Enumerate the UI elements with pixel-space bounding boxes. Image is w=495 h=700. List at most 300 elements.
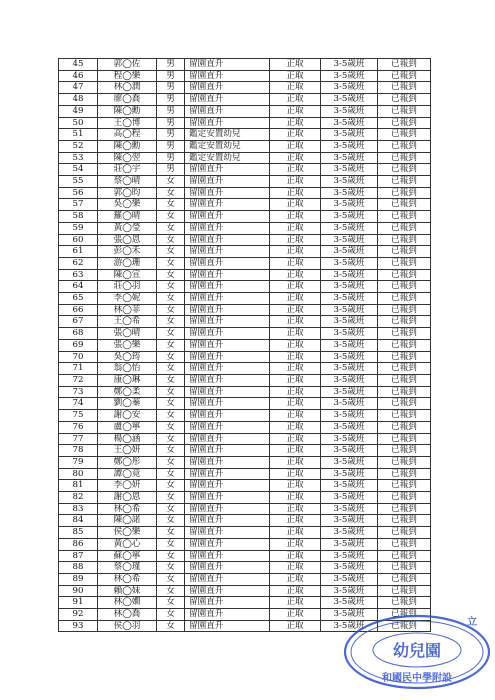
student-name-cell: 林◯希 bbox=[98, 503, 157, 515]
table-row bbox=[59, 152, 431, 164]
student-sex-cell: 女 bbox=[157, 445, 185, 457]
admission-type-cell: 留園直升 bbox=[185, 562, 270, 574]
report-status-cell: 已報到 bbox=[378, 527, 431, 539]
table-row bbox=[59, 550, 431, 562]
admission-type-cell: 留園直升 bbox=[185, 59, 270, 71]
admission-type-cell: 留園直升 bbox=[185, 433, 270, 445]
table-row bbox=[59, 211, 431, 223]
admission-type-cell: 鑑定安置幼兒 bbox=[185, 129, 270, 141]
student-name-cell: 程◯樂 bbox=[98, 70, 157, 82]
report-status-cell: 已報到 bbox=[378, 433, 431, 445]
student-name-cell: 彭◯禾 bbox=[98, 246, 157, 258]
row-number-cell: 74 bbox=[59, 398, 98, 410]
report-status-cell: 已報到 bbox=[378, 211, 431, 223]
admission-type-cell: 留園直升 bbox=[185, 620, 270, 632]
admission-result-cell: 正取 bbox=[270, 515, 321, 527]
row-number-cell: 61 bbox=[59, 246, 98, 258]
report-status-cell: 已報到 bbox=[378, 339, 431, 351]
student-name-cell: 李◯妮 bbox=[98, 293, 157, 305]
class-name-cell: 3-5歲班 bbox=[321, 269, 378, 281]
row-number-cell: 69 bbox=[59, 339, 98, 351]
admission-result-cell: 正取 bbox=[270, 59, 321, 71]
student-name-cell: 陳◯勳 bbox=[98, 140, 157, 152]
class-name-cell: 3-5歲班 bbox=[321, 105, 378, 117]
student-sex-cell: 女 bbox=[157, 374, 185, 386]
table-row bbox=[59, 82, 431, 94]
student-name-cell: 莊◯羽 bbox=[98, 281, 157, 293]
student-sex-cell: 女 bbox=[157, 234, 185, 246]
student-sex-cell: 女 bbox=[157, 328, 185, 340]
table-row bbox=[59, 410, 431, 422]
student-name-cell: 莊◯宇 bbox=[98, 164, 157, 176]
report-status-cell: 已報到 bbox=[378, 597, 431, 609]
class-name-cell: 3-5歲班 bbox=[321, 94, 378, 106]
admission-type-cell: 留園直升 bbox=[185, 246, 270, 258]
student-sex-cell: 女 bbox=[157, 410, 185, 422]
student-sex-cell: 女 bbox=[157, 293, 185, 305]
class-name-cell: 3-5歲班 bbox=[321, 257, 378, 269]
class-name-cell: 3-5歲班 bbox=[321, 281, 378, 293]
student-name-cell: 蔡◯晴 bbox=[98, 176, 157, 188]
row-number-cell: 78 bbox=[59, 445, 98, 457]
admission-type-cell: 留園直升 bbox=[185, 164, 270, 176]
table-row bbox=[59, 257, 431, 269]
stamp-ring-text: 和國民中學附設 bbox=[382, 673, 452, 684]
class-name-cell: 3-5歲班 bbox=[321, 293, 378, 305]
student-name-cell: 鄭◯彤 bbox=[98, 456, 157, 468]
student-sex-cell: 女 bbox=[157, 398, 185, 410]
student-sex-cell: 女 bbox=[157, 527, 185, 539]
admission-result-cell: 正取 bbox=[270, 597, 321, 609]
row-number-cell: 57 bbox=[59, 199, 98, 211]
class-name-cell: 3-5歲班 bbox=[321, 492, 378, 504]
table-row bbox=[59, 398, 431, 410]
table-row bbox=[59, 234, 431, 246]
table-row bbox=[59, 70, 431, 82]
student-name-cell: 賴◯妹 bbox=[98, 585, 157, 597]
report-status-cell: 已報到 bbox=[378, 398, 431, 410]
student-sex-cell: 男 bbox=[157, 82, 185, 94]
student-name-cell: 張◯晴 bbox=[98, 328, 157, 340]
class-name-cell: 3-5歲班 bbox=[321, 363, 378, 375]
student-name-cell: 譚◯竟 bbox=[98, 468, 157, 480]
student-name-cell: 郭◯昀 bbox=[98, 187, 157, 199]
student-sex-cell: 女 bbox=[157, 550, 185, 562]
admission-type-cell: 留園直升 bbox=[185, 234, 270, 246]
student-name-cell: 翁◯怡 bbox=[98, 363, 157, 375]
report-status-cell: 已報到 bbox=[378, 328, 431, 340]
admission-result-cell: 正取 bbox=[270, 386, 321, 398]
row-number-cell: 88 bbox=[59, 562, 98, 574]
admission-result-cell: 正取 bbox=[270, 82, 321, 94]
table-row bbox=[59, 59, 431, 71]
admission-result-cell: 正取 bbox=[270, 70, 321, 82]
admission-result-cell: 正取 bbox=[270, 620, 321, 632]
table-row bbox=[59, 585, 431, 597]
student-name-cell: 廖◯喬 bbox=[98, 94, 157, 106]
student-name-cell: 謝◯恩 bbox=[98, 492, 157, 504]
row-number-cell: 75 bbox=[59, 410, 98, 422]
student-sex-cell: 男 bbox=[157, 105, 185, 117]
report-status-cell: 已報到 bbox=[378, 222, 431, 234]
admission-result-cell: 正取 bbox=[270, 433, 321, 445]
admission-result-cell: 正取 bbox=[270, 187, 321, 199]
row-number-cell: 58 bbox=[59, 211, 98, 223]
class-name-cell: 3-5歲班 bbox=[321, 304, 378, 316]
table-row bbox=[59, 164, 431, 176]
row-number-cell: 46 bbox=[59, 70, 98, 82]
table-row bbox=[59, 281, 431, 293]
stamp-center-text: 幼兒園 bbox=[392, 641, 442, 660]
student-sex-cell: 男 bbox=[157, 152, 185, 164]
class-name-cell: 3-5歲班 bbox=[321, 480, 378, 492]
class-name-cell: 3-5歲班 bbox=[321, 386, 378, 398]
table-row bbox=[59, 176, 431, 188]
class-name-cell: 3-5歲班 bbox=[321, 433, 378, 445]
admission-type-cell: 留園直升 bbox=[185, 527, 270, 539]
admission-result-cell: 正取 bbox=[270, 445, 321, 457]
row-number-cell: 70 bbox=[59, 351, 98, 363]
student-name-cell: 陳◯諾 bbox=[98, 515, 157, 527]
row-number-cell: 59 bbox=[59, 222, 98, 234]
student-name-cell: 黃◯心 bbox=[98, 538, 157, 550]
student-name-cell: 蘇◯寧 bbox=[98, 550, 157, 562]
admission-type-cell: 留園直升 bbox=[185, 82, 270, 94]
class-name-cell: 3-5歲班 bbox=[321, 597, 378, 609]
student-sex-cell: 女 bbox=[157, 199, 185, 211]
table-row bbox=[59, 94, 431, 106]
admission-type-cell: 留園直升 bbox=[185, 269, 270, 281]
report-status-cell: 已報到 bbox=[378, 269, 431, 281]
report-status-cell: 已報到 bbox=[378, 410, 431, 422]
row-number-cell: 68 bbox=[59, 328, 98, 340]
student-name-cell: 林◯希 bbox=[98, 573, 157, 585]
student-name-cell: 張◯恩 bbox=[98, 234, 157, 246]
table-row bbox=[59, 374, 431, 386]
school-seal-stamp bbox=[342, 610, 492, 690]
student-sex-cell: 男 bbox=[157, 117, 185, 129]
admission-type-cell: 留園直升 bbox=[185, 94, 270, 106]
admission-type-cell: 留園直升 bbox=[185, 374, 270, 386]
student-sex-cell: 女 bbox=[157, 620, 185, 632]
admission-result-cell: 正取 bbox=[270, 339, 321, 351]
stamp-top-text: 立 bbox=[467, 617, 477, 628]
table-row bbox=[59, 480, 431, 492]
row-number-cell: 90 bbox=[59, 585, 98, 597]
admission-result-cell: 正取 bbox=[270, 129, 321, 141]
row-number-cell: 65 bbox=[59, 293, 98, 305]
table-row bbox=[59, 316, 431, 328]
admission-type-cell: 留園直升 bbox=[185, 585, 270, 597]
class-name-cell: 3-5歲班 bbox=[321, 527, 378, 539]
row-number-cell: 82 bbox=[59, 492, 98, 504]
report-status-cell: 已報到 bbox=[378, 70, 431, 82]
class-name-cell: 3-5歲班 bbox=[321, 59, 378, 71]
student-name-cell: 林◯嫺 bbox=[98, 597, 157, 609]
table-row bbox=[59, 492, 431, 504]
admission-type-cell: 留園直升 bbox=[185, 176, 270, 188]
student-sex-cell: 女 bbox=[157, 468, 185, 480]
row-number-cell: 85 bbox=[59, 527, 98, 539]
admission-result-cell: 正取 bbox=[270, 363, 321, 375]
class-name-cell: 3-5歲班 bbox=[321, 199, 378, 211]
admission-result-cell: 正取 bbox=[270, 538, 321, 550]
student-sex-cell: 女 bbox=[157, 363, 185, 375]
admission-type-cell: 留園直升 bbox=[185, 304, 270, 316]
report-status-cell: 已報到 bbox=[378, 585, 431, 597]
student-name-cell: 王◯博 bbox=[98, 117, 157, 129]
class-name-cell: 3-5歲班 bbox=[321, 550, 378, 562]
admission-result-cell: 正取 bbox=[270, 480, 321, 492]
student-sex-cell: 女 bbox=[157, 433, 185, 445]
admission-result-cell: 正取 bbox=[270, 176, 321, 188]
report-status-cell: 已報到 bbox=[378, 281, 431, 293]
student-name-cell: 林◯潤 bbox=[98, 82, 157, 94]
admission-result-cell: 正取 bbox=[270, 199, 321, 211]
report-status-cell: 已報到 bbox=[378, 117, 431, 129]
class-name-cell: 3-5歲班 bbox=[321, 538, 378, 550]
admission-type-cell: 留園直升 bbox=[185, 456, 270, 468]
report-status-cell: 已報到 bbox=[378, 129, 431, 141]
class-name-cell: 3-5歲班 bbox=[321, 620, 378, 632]
student-name-cell: 林◯喬 bbox=[98, 609, 157, 621]
admission-result-cell: 正取 bbox=[270, 164, 321, 176]
report-status-cell: 已報到 bbox=[378, 363, 431, 375]
student-name-cell: 謝◯安 bbox=[98, 410, 157, 422]
table-row bbox=[59, 363, 431, 375]
admission-result-cell: 正取 bbox=[270, 304, 321, 316]
student-sex-cell: 女 bbox=[157, 386, 185, 398]
admission-result-cell: 正取 bbox=[270, 246, 321, 258]
admission-result-cell: 正取 bbox=[270, 456, 321, 468]
admission-type-cell: 留園直升 bbox=[185, 445, 270, 457]
student-sex-cell: 女 bbox=[157, 538, 185, 550]
table-row bbox=[59, 246, 431, 258]
admission-result-cell: 正取 bbox=[270, 140, 321, 152]
class-name-cell: 3-5歲班 bbox=[321, 445, 378, 457]
student-name-cell: 陳◯翌 bbox=[98, 152, 157, 164]
student-name-cell: 羅◯晴 bbox=[98, 211, 157, 223]
row-number-cell: 51 bbox=[59, 129, 98, 141]
class-name-cell: 3-5歲班 bbox=[321, 573, 378, 585]
student-sex-cell: 男 bbox=[157, 70, 185, 82]
report-status-cell: 已報到 bbox=[378, 176, 431, 188]
student-name-cell: 蔡◯瑾 bbox=[98, 562, 157, 574]
row-number-cell: 62 bbox=[59, 257, 98, 269]
report-status-cell: 已報到 bbox=[378, 351, 431, 363]
admission-type-cell: 留園直升 bbox=[185, 199, 270, 211]
row-number-cell: 64 bbox=[59, 281, 98, 293]
table-row bbox=[59, 433, 431, 445]
row-number-cell: 92 bbox=[59, 609, 98, 621]
student-sex-cell: 女 bbox=[157, 304, 185, 316]
report-status-cell: 已報到 bbox=[378, 293, 431, 305]
class-name-cell: 3-5歲班 bbox=[321, 468, 378, 480]
admission-type-cell: 留園直升 bbox=[185, 550, 270, 562]
table-row bbox=[59, 339, 431, 351]
report-status-cell: 已報到 bbox=[378, 164, 431, 176]
admission-result-cell: 正取 bbox=[270, 421, 321, 433]
student-sex-cell: 女 bbox=[157, 492, 185, 504]
table-row bbox=[59, 468, 431, 480]
admission-type-cell: 留園直升 bbox=[185, 70, 270, 82]
report-status-cell: 已報到 bbox=[378, 140, 431, 152]
class-name-cell: 3-5歲班 bbox=[321, 374, 378, 386]
admission-type-cell: 留園直升 bbox=[185, 351, 270, 363]
report-status-cell: 已報到 bbox=[378, 492, 431, 504]
class-name-cell: 3-5歲班 bbox=[321, 82, 378, 94]
class-name-cell: 3-5歲班 bbox=[321, 246, 378, 258]
report-status-cell: 已報到 bbox=[378, 562, 431, 574]
row-number-cell: 83 bbox=[59, 503, 98, 515]
admission-type-cell: 鑑定安置幼兒 bbox=[185, 140, 270, 152]
report-status-cell: 已報到 bbox=[378, 456, 431, 468]
class-name-cell: 3-5歲班 bbox=[321, 609, 378, 621]
enrollment-table-body bbox=[59, 59, 431, 632]
student-name-cell: 鄭◯柔 bbox=[98, 386, 157, 398]
admission-type-cell: 留園直升 bbox=[185, 515, 270, 527]
student-sex-cell: 女 bbox=[157, 187, 185, 199]
student-sex-cell: 女 bbox=[157, 573, 185, 585]
class-name-cell: 3-5歲班 bbox=[321, 398, 378, 410]
class-name-cell: 3-5歲班 bbox=[321, 222, 378, 234]
report-status-cell: 已報到 bbox=[378, 105, 431, 117]
table-row bbox=[59, 304, 431, 316]
class-name-cell: 3-5歲班 bbox=[321, 70, 378, 82]
admission-type-cell: 留園直升 bbox=[185, 609, 270, 621]
admission-result-cell: 正取 bbox=[270, 281, 321, 293]
student-sex-cell: 男 bbox=[157, 59, 185, 71]
student-sex-cell: 女 bbox=[157, 503, 185, 515]
admission-result-cell: 正取 bbox=[270, 257, 321, 269]
report-status-cell: 已報到 bbox=[378, 374, 431, 386]
row-number-cell: 66 bbox=[59, 304, 98, 316]
student-name-cell: 高◯程 bbox=[98, 129, 157, 141]
class-name-cell: 3-5歲班 bbox=[321, 129, 378, 141]
admission-result-cell: 正取 bbox=[270, 152, 321, 164]
admission-result-cell: 正取 bbox=[270, 609, 321, 621]
admission-result-cell: 正取 bbox=[270, 585, 321, 597]
admission-result-cell: 正取 bbox=[270, 94, 321, 106]
table-row bbox=[59, 293, 431, 305]
student-name-cell: 王◯希 bbox=[98, 316, 157, 328]
student-sex-cell: 女 bbox=[157, 257, 185, 269]
admission-type-cell: 留園直升 bbox=[185, 105, 270, 117]
row-number-cell: 93 bbox=[59, 620, 98, 632]
class-name-cell: 3-5歲班 bbox=[321, 421, 378, 433]
admission-result-cell: 正取 bbox=[270, 234, 321, 246]
table-row bbox=[59, 421, 431, 433]
table-row bbox=[59, 222, 431, 234]
admission-result-cell: 正取 bbox=[270, 117, 321, 129]
admission-result-cell: 正取 bbox=[270, 527, 321, 539]
student-name-cell: 陳◯勳 bbox=[98, 105, 157, 117]
admission-result-cell: 正取 bbox=[270, 211, 321, 223]
admission-result-cell: 正取 bbox=[270, 105, 321, 117]
student-sex-cell: 女 bbox=[157, 176, 185, 188]
student-name-cell: 康◯琳 bbox=[98, 374, 157, 386]
student-sex-cell: 女 bbox=[157, 339, 185, 351]
admission-type-cell: 留園直升 bbox=[185, 597, 270, 609]
table-row bbox=[59, 515, 431, 527]
admission-type-cell: 留園直升 bbox=[185, 222, 270, 234]
admission-result-cell: 正取 bbox=[270, 222, 321, 234]
row-number-cell: 87 bbox=[59, 550, 98, 562]
row-number-cell: 56 bbox=[59, 187, 98, 199]
row-number-cell: 72 bbox=[59, 374, 98, 386]
admission-type-cell: 留園直升 bbox=[185, 363, 270, 375]
student-name-cell: 張◯樂 bbox=[98, 339, 157, 351]
row-number-cell: 63 bbox=[59, 269, 98, 281]
report-status-cell: 已報到 bbox=[378, 480, 431, 492]
admission-result-cell: 正取 bbox=[270, 269, 321, 281]
report-status-cell: 已報到 bbox=[378, 257, 431, 269]
student-sex-cell: 女 bbox=[157, 222, 185, 234]
class-name-cell: 3-5歲班 bbox=[321, 152, 378, 164]
admission-type-cell: 留園直升 bbox=[185, 187, 270, 199]
class-name-cell: 3-5歲班 bbox=[321, 562, 378, 574]
admission-type-cell: 留園直升 bbox=[185, 281, 270, 293]
class-name-cell: 3-5歲班 bbox=[321, 585, 378, 597]
student-name-cell: 侯◯樂 bbox=[98, 527, 157, 539]
class-name-cell: 3-5歲班 bbox=[321, 456, 378, 468]
row-number-cell: 60 bbox=[59, 234, 98, 246]
row-number-cell: 81 bbox=[59, 480, 98, 492]
class-name-cell: 3-5歲班 bbox=[321, 176, 378, 188]
report-status-cell: 已報到 bbox=[378, 503, 431, 515]
student-name-cell: 陳◯宣 bbox=[98, 269, 157, 281]
report-status-cell: 已報到 bbox=[378, 550, 431, 562]
student-name-cell: 林◯菲 bbox=[98, 304, 157, 316]
row-number-cell: 71 bbox=[59, 363, 98, 375]
class-name-cell: 3-5歲班 bbox=[321, 351, 378, 363]
table-row bbox=[59, 573, 431, 585]
class-name-cell: 3-5歲班 bbox=[321, 117, 378, 129]
report-status-cell: 已報到 bbox=[378, 82, 431, 94]
class-name-cell: 3-5歲班 bbox=[321, 211, 378, 223]
admission-type-cell: 留園直升 bbox=[185, 339, 270, 351]
admission-type-cell: 留園直升 bbox=[185, 538, 270, 550]
row-number-cell: 50 bbox=[59, 117, 98, 129]
student-sex-cell: 女 bbox=[157, 269, 185, 281]
class-name-cell: 3-5歲班 bbox=[321, 515, 378, 527]
student-sex-cell: 女 bbox=[157, 480, 185, 492]
student-sex-cell: 女 bbox=[157, 456, 185, 468]
row-number-cell: 91 bbox=[59, 597, 98, 609]
report-status-cell: 已報到 bbox=[378, 152, 431, 164]
report-status-cell: 已報到 bbox=[378, 386, 431, 398]
row-number-cell: 86 bbox=[59, 538, 98, 550]
report-status-cell: 已報到 bbox=[378, 234, 431, 246]
report-status-cell: 已報到 bbox=[378, 538, 431, 550]
admission-type-cell: 留園直升 bbox=[185, 503, 270, 515]
admission-type-cell: 留園直升 bbox=[185, 386, 270, 398]
student-name-cell: 李◯妍 bbox=[98, 480, 157, 492]
row-number-cell: 53 bbox=[59, 152, 98, 164]
table-row bbox=[59, 351, 431, 363]
student-sex-cell: 女 bbox=[157, 211, 185, 223]
class-name-cell: 3-5歲班 bbox=[321, 140, 378, 152]
admission-result-cell: 正取 bbox=[270, 562, 321, 574]
student-name-cell: 黃◯瑩 bbox=[98, 222, 157, 234]
student-sex-cell: 男 bbox=[157, 129, 185, 141]
admission-result-cell: 正取 bbox=[270, 374, 321, 386]
student-name-cell: 郭◯佐 bbox=[98, 59, 157, 71]
table-row bbox=[59, 445, 431, 457]
student-name-cell: 楊◯涵 bbox=[98, 433, 157, 445]
student-sex-cell: 女 bbox=[157, 609, 185, 621]
class-name-cell: 3-5歲班 bbox=[321, 503, 378, 515]
